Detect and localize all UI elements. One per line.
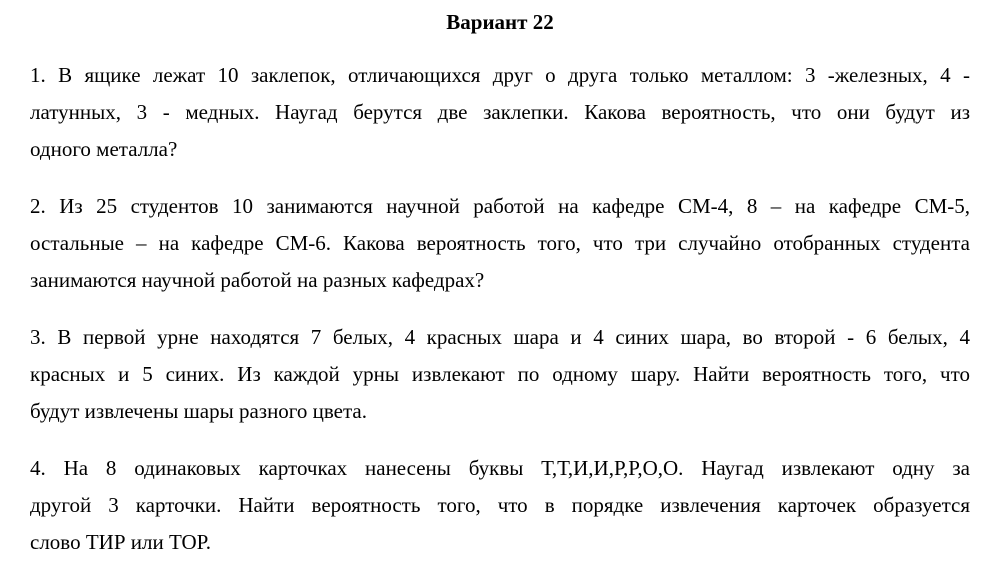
task-2-line-3: занимаются научной работой на разных кафедрах? <box>30 268 485 292</box>
task-1-line-3: одного металла? <box>30 137 178 161</box>
document-title: Вариант 22 <box>446 10 554 34</box>
task-1 <box>30 57 970 168</box>
task-4 <box>30 450 970 561</box>
task-4-line-2: другой 3 карточки. Найти вероятность того, что в порядке извлечения карточек образуется <box>30 493 970 517</box>
task-2-line-2: остальные – на кафедре СМ-6. Какова вероятность того, что три случайно отобранных студента <box>30 231 970 255</box>
task-3-line-1: 3. В первой урне находятся 7 белых, 4 красных шара и 4 синих шара, во второй - 6 белых, 4 <box>30 325 970 349</box>
task-4-line-1: 4. На 8 одинаковых карточках нанесены буквы Т,Т,И,И,Р,Р,О,О. Наугад извлекают одну за <box>30 456 970 480</box>
task-3-line-3: будут извлечены шары разного цвета. <box>30 399 368 423</box>
task-3 <box>30 319 970 430</box>
task-3-line-2: красных и 5 синих. Из каждой урны извлекают по одному шару. Найти вероятность того, что <box>30 362 970 386</box>
task-2 <box>30 188 970 299</box>
task-4-line-3: слово ТИР или ТОР. <box>30 530 211 554</box>
task-1-line-2: латунных, 3 - медных. Наугад берутся две заклепки. Какова вероятность, что они будут из <box>30 100 970 124</box>
task-2-line-1: 2. Из 25 студентов 10 занимаются научной работой на кафедре СМ-4, 8 – на кафедре СМ-5, <box>30 194 970 218</box>
task-1-line-1: 1. В ящике лежат 10 заклепок, отличающихся друг о друга только металлом: 3 -железных, 4 - <box>30 63 970 87</box>
